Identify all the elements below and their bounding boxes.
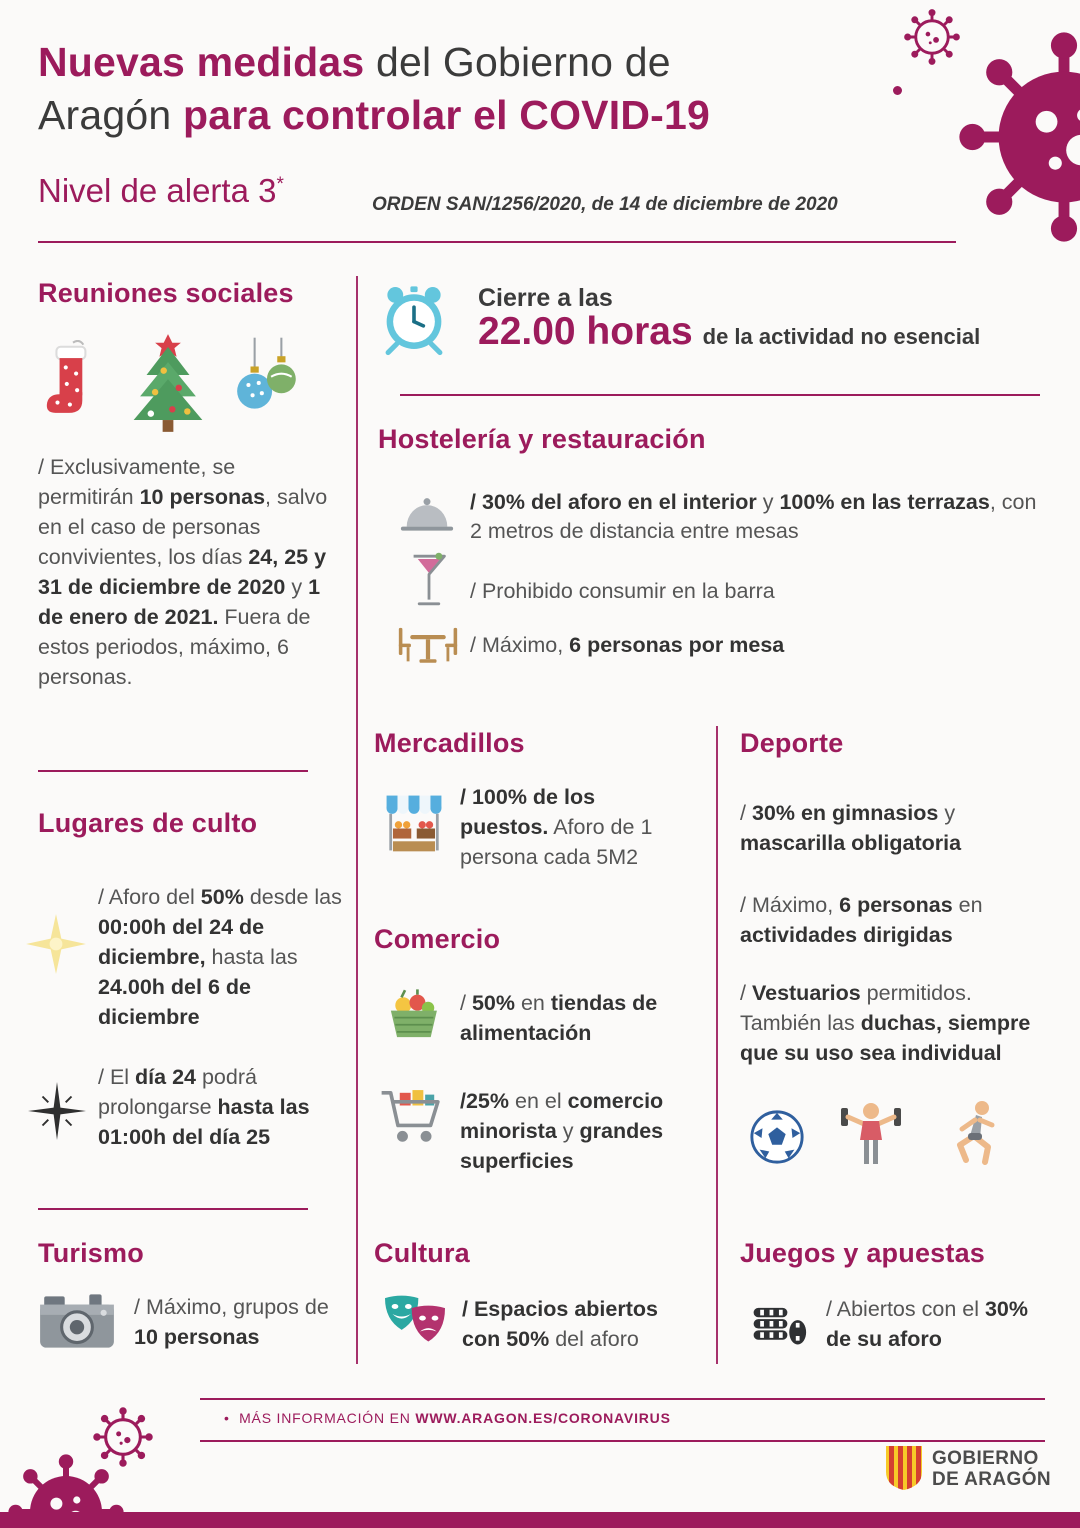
bottom-bar [0,1512,1080,1528]
hosteleria-item-3: / Máximo, 6 personas por mesa [470,633,785,657]
weightlifter-icon [838,1098,904,1170]
hosteleria-item-2: / Prohibido consumir en la barra [470,579,775,603]
market-stall-icon [382,790,446,856]
section-title-comercio: Comercio [374,924,501,954]
comercio-item-2: /25% en el comercio minorista y grandes superficies [460,1089,664,1173]
grocery-basket-icon [382,986,444,1044]
closure-intro: Cierre a las [478,284,613,312]
cultura-body: / Espacios abiertos con 50% del aforo [462,1297,658,1351]
deporte-item-3: / Vestuarios permitidos. También las duchas, siempre que su uso sea individual [740,981,1031,1065]
culto-item-2: / El día 24 podrá prolongarse hasta las 01:00h del día 25 [98,1065,310,1149]
soccer-ball-icon [748,1108,806,1166]
title-part-2: del Gobierno de [364,39,671,85]
turismo-body: / Máximo, grupos de 10 personas [134,1295,329,1349]
cocktail-icon [408,548,450,612]
camera-icon [36,1290,118,1352]
footer-bullet: • [224,1410,230,1426]
header-divider [38,241,956,243]
stocking-icon [42,340,104,432]
page-title [38,36,918,142]
closure-row [478,310,980,354]
deporte-item-2: / Máximo, 6 personas en actividades dirigidas [740,893,983,947]
aragon-shield-icon [884,1444,924,1492]
column-divider [716,726,718,1364]
table-icon [396,622,460,668]
deporte-item-1: / 30% en gimnasios y mascarilla obligatoria [740,801,962,855]
section-title-culto: Lugares de culto [38,808,258,838]
candle-icon [24,912,88,976]
government-logo-text [932,1448,1051,1490]
comercio-item-1: / 50% en tiendas de alimentación [460,991,658,1045]
shopping-cart-icon [378,1084,446,1156]
runner-icon [944,1098,1004,1170]
juegos-body: / Abiertos con el 30% de su aforo [826,1297,1028,1351]
poker-chips-icon [748,1290,808,1352]
culto-item-1: / Aforo del 50% desde las 00:00h del 24 de diciembre, hasta las 24.00h del 6 de diciembre [98,885,342,1029]
section-title-reuniones: Reuniones sociales [38,278,294,308]
alert-asterisk: * [276,174,284,195]
column-divider [356,276,358,1364]
divider [400,394,1040,396]
mercadillos-body: / 100% de los puestos. Aforo de 1 persona cada 5M2 [460,785,653,869]
footer-info [224,1410,671,1426]
section-title-mercadillos: Mercadillos [374,728,525,758]
virus-icon [955,28,1080,246]
title-part-4: para controlar el COVID-19 [183,92,710,138]
logo-line-2: DE ARAGÓN [932,1469,1052,1490]
alarm-clock-icon [378,280,450,356]
footer-divider-bottom [200,1440,1045,1442]
virus-dot [893,86,902,95]
closure-suffix: de la actividad no esencial [702,324,981,349]
cloche-icon [398,492,456,538]
divider [38,770,308,772]
footer-url[interactable]: WWW.ARAGON.ES/CORONAVIRUS [415,1410,671,1426]
logo-line-1: GOBIERNO [932,1448,1039,1469]
section-title-turismo: Turismo [38,1238,144,1268]
footer-divider-top [200,1398,1045,1400]
virus-icon [903,8,961,66]
closure-time: 22.00 horas [478,310,693,353]
footer-info-prefix: MÁS INFORMACIÓN EN [239,1410,416,1426]
section-title-juegos: Juegos y apuestas [740,1238,986,1268]
christmas-tree-icon [122,332,214,434]
hosteleria-item-1: / 30% del aforo en el interior y 100% en las terrazas, con 2 metros de distancia entre mesas [470,490,1037,543]
section-title-cultura: Cultura [374,1238,470,1268]
title-part-3: Aragón [38,92,184,138]
alert-level: Nivel de alerta 3* [38,172,284,209]
order-reference: ORDEN SAN/1256/2020, de 14 de diciembre de 2020 [372,194,838,215]
reuniones-body: / Exclusivamente, se permitirán 10 personas, salvo en el caso de personas convivientes, los días 24, 25 y 31 de diciembre de 2020 y 1 de enero de 2021. Fuera de estos periodos, máximo, 6 personas. [38,455,328,689]
section-title-hosteleria: Hostelería y restauración [378,424,706,454]
baubles-icon [232,336,304,434]
section-title-deporte: Deporte [740,728,844,758]
divider [38,1208,308,1210]
title-part-1: Nuevas medidas [38,39,365,85]
theater-masks-icon [380,1290,450,1348]
star-icon [28,1082,86,1140]
